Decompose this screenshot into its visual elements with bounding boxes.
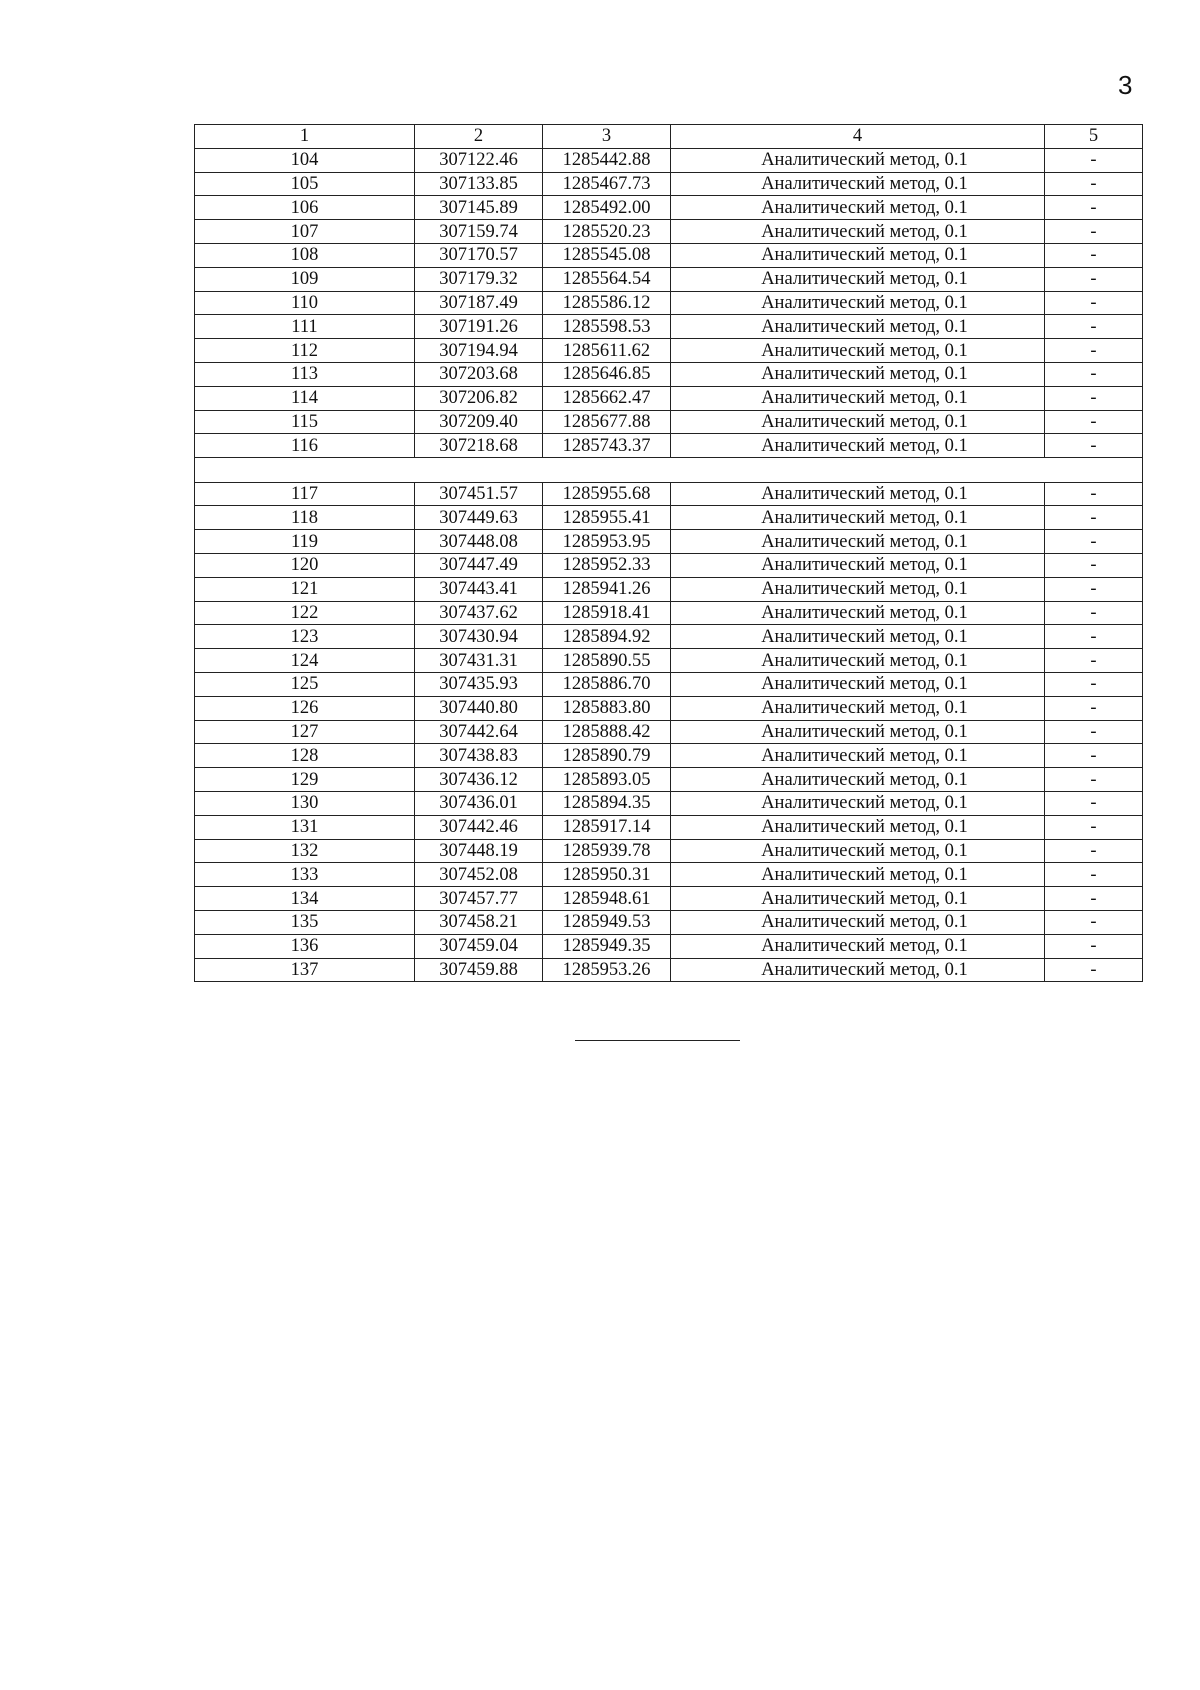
- note-cell: -: [1045, 315, 1143, 339]
- group-separator-row: [195, 458, 1143, 483]
- header-cell: 3: [543, 125, 671, 149]
- page-number: 3: [1118, 70, 1133, 100]
- method-cell: Аналитический метод, 0.1: [671, 911, 1045, 935]
- y-coordinate-cell: 1285662.47: [543, 386, 671, 410]
- table-row: [195, 506, 1143, 530]
- note-cell: -: [1045, 744, 1143, 768]
- table-row: [195, 243, 1143, 267]
- x-coordinate-cell: 307203.68: [415, 362, 543, 386]
- table-row: [195, 148, 1143, 172]
- method-cell: Аналитический метод, 0.1: [671, 863, 1045, 887]
- y-coordinate-cell: 1285890.79: [543, 744, 671, 768]
- note-cell: -: [1045, 243, 1143, 267]
- x-coordinate-cell: 307443.41: [415, 577, 543, 601]
- y-coordinate-cell: 1285520.23: [543, 220, 671, 244]
- method-cell: Аналитический метод, 0.1: [671, 220, 1045, 244]
- point-number-cell: 105: [195, 172, 415, 196]
- x-coordinate-cell: 307448.08: [415, 530, 543, 554]
- header-cell: 2: [415, 125, 543, 149]
- note-cell: -: [1045, 530, 1143, 554]
- table-row: [195, 911, 1143, 935]
- table-row: [195, 362, 1143, 386]
- x-coordinate-cell: 307187.49: [415, 291, 543, 315]
- table-header-row: [195, 125, 1143, 149]
- table-row: [195, 530, 1143, 554]
- note-cell: -: [1045, 839, 1143, 863]
- point-number-cell: 132: [195, 839, 415, 863]
- y-coordinate-cell: 1285545.08: [543, 243, 671, 267]
- y-coordinate-cell: 1285564.54: [543, 267, 671, 291]
- point-number-cell: 133: [195, 863, 415, 887]
- method-cell: Аналитический метод, 0.1: [671, 339, 1045, 363]
- note-cell: -: [1045, 386, 1143, 410]
- header-cell: 4: [671, 125, 1045, 149]
- note-cell: -: [1045, 863, 1143, 887]
- table-row: [195, 839, 1143, 863]
- x-coordinate-cell: 307170.57: [415, 243, 543, 267]
- header-cell: 1: [195, 125, 415, 149]
- coordinates-table: [194, 124, 1143, 982]
- method-cell: Аналитический метод, 0.1: [671, 482, 1045, 506]
- y-coordinate-cell: 1285442.88: [543, 148, 671, 172]
- method-cell: Аналитический метод, 0.1: [671, 196, 1045, 220]
- note-cell: -: [1045, 339, 1143, 363]
- table-row: [195, 673, 1143, 697]
- method-cell: Аналитический метод, 0.1: [671, 673, 1045, 697]
- group-separator-cell: [195, 458, 1143, 483]
- y-coordinate-cell: 1285646.85: [543, 362, 671, 386]
- note-cell: -: [1045, 506, 1143, 530]
- y-coordinate-cell: 1285743.37: [543, 434, 671, 458]
- table-row: [195, 792, 1143, 816]
- note-cell: -: [1045, 148, 1143, 172]
- x-coordinate-cell: 307431.31: [415, 649, 543, 673]
- table-row: [195, 577, 1143, 601]
- point-number-cell: 136: [195, 934, 415, 958]
- point-number-cell: 130: [195, 792, 415, 816]
- method-cell: Аналитический метод, 0.1: [671, 601, 1045, 625]
- point-number-cell: 122: [195, 601, 415, 625]
- y-coordinate-cell: 1285948.61: [543, 887, 671, 911]
- method-cell: Аналитический метод, 0.1: [671, 768, 1045, 792]
- method-cell: Аналитический метод, 0.1: [671, 815, 1045, 839]
- method-cell: Аналитический метод, 0.1: [671, 386, 1045, 410]
- table-row: [195, 934, 1143, 958]
- method-cell: Аналитический метод, 0.1: [671, 506, 1045, 530]
- y-coordinate-cell: 1285952.33: [543, 554, 671, 578]
- y-coordinate-cell: 1285953.95: [543, 530, 671, 554]
- x-coordinate-cell: 307451.57: [415, 482, 543, 506]
- point-number-cell: 108: [195, 243, 415, 267]
- point-number-cell: 115: [195, 410, 415, 434]
- table-row: [195, 386, 1143, 410]
- x-coordinate-cell: 307133.85: [415, 172, 543, 196]
- table-row: [195, 434, 1143, 458]
- y-coordinate-cell: 1285893.05: [543, 768, 671, 792]
- x-coordinate-cell: 307448.19: [415, 839, 543, 863]
- method-cell: Аналитический метод, 0.1: [671, 744, 1045, 768]
- method-cell: Аналитический метод, 0.1: [671, 243, 1045, 267]
- x-coordinate-cell: 307440.80: [415, 696, 543, 720]
- x-coordinate-cell: 307442.46: [415, 815, 543, 839]
- note-cell: -: [1045, 720, 1143, 744]
- note-cell: -: [1045, 911, 1143, 935]
- table-row: [195, 720, 1143, 744]
- note-cell: -: [1045, 291, 1143, 315]
- note-cell: -: [1045, 958, 1143, 982]
- x-coordinate-cell: 307447.49: [415, 554, 543, 578]
- table-row: [195, 339, 1143, 363]
- note-cell: -: [1045, 577, 1143, 601]
- note-cell: -: [1045, 887, 1143, 911]
- point-number-cell: 128: [195, 744, 415, 768]
- y-coordinate-cell: 1285955.41: [543, 506, 671, 530]
- y-coordinate-cell: 1285888.42: [543, 720, 671, 744]
- method-cell: Аналитический метод, 0.1: [671, 696, 1045, 720]
- table-row: [195, 554, 1143, 578]
- method-cell: Аналитический метод, 0.1: [671, 577, 1045, 601]
- note-cell: -: [1045, 815, 1143, 839]
- point-number-cell: 125: [195, 673, 415, 697]
- y-coordinate-cell: 1285955.68: [543, 482, 671, 506]
- x-coordinate-cell: 307459.88: [415, 958, 543, 982]
- point-number-cell: 110: [195, 291, 415, 315]
- y-coordinate-cell: 1285677.88: [543, 410, 671, 434]
- table-row: [195, 696, 1143, 720]
- note-cell: -: [1045, 934, 1143, 958]
- note-cell: -: [1045, 434, 1143, 458]
- x-coordinate-cell: 307459.04: [415, 934, 543, 958]
- method-cell: Аналитический метод, 0.1: [671, 554, 1045, 578]
- point-number-cell: 114: [195, 386, 415, 410]
- method-cell: Аналитический метод, 0.1: [671, 720, 1045, 744]
- table-row: [195, 887, 1143, 911]
- y-coordinate-cell: 1285467.73: [543, 172, 671, 196]
- note-cell: -: [1045, 482, 1143, 506]
- note-cell: -: [1045, 792, 1143, 816]
- closing-rule: [575, 1040, 740, 1041]
- note-cell: -: [1045, 267, 1143, 291]
- point-number-cell: 116: [195, 434, 415, 458]
- x-coordinate-cell: 307194.94: [415, 339, 543, 363]
- table-row: [195, 196, 1143, 220]
- table-row: [195, 958, 1143, 982]
- y-coordinate-cell: 1285598.53: [543, 315, 671, 339]
- method-cell: Аналитический метод, 0.1: [671, 362, 1045, 386]
- table-row: [195, 815, 1143, 839]
- note-cell: -: [1045, 625, 1143, 649]
- method-cell: Аналитический метод, 0.1: [671, 410, 1045, 434]
- method-cell: Аналитический метод, 0.1: [671, 172, 1045, 196]
- note-cell: -: [1045, 362, 1143, 386]
- x-coordinate-cell: 307218.68: [415, 434, 543, 458]
- x-coordinate-cell: 307442.64: [415, 720, 543, 744]
- y-coordinate-cell: 1285894.92: [543, 625, 671, 649]
- method-cell: Аналитический метод, 0.1: [671, 315, 1045, 339]
- y-coordinate-cell: 1285941.26: [543, 577, 671, 601]
- x-coordinate-cell: 307452.08: [415, 863, 543, 887]
- x-coordinate-cell: 307436.01: [415, 792, 543, 816]
- method-cell: Аналитический метод, 0.1: [671, 267, 1045, 291]
- x-coordinate-cell: 307449.63: [415, 506, 543, 530]
- y-coordinate-cell: 1285894.35: [543, 792, 671, 816]
- note-cell: -: [1045, 554, 1143, 578]
- y-coordinate-cell: 1285883.80: [543, 696, 671, 720]
- table-row: [195, 625, 1143, 649]
- point-number-cell: 126: [195, 696, 415, 720]
- method-cell: Аналитический метод, 0.1: [671, 934, 1045, 958]
- y-coordinate-cell: 1285586.12: [543, 291, 671, 315]
- point-number-cell: 120: [195, 554, 415, 578]
- x-coordinate-cell: 307437.62: [415, 601, 543, 625]
- header-cell: 5: [1045, 125, 1143, 149]
- y-coordinate-cell: 1285949.53: [543, 911, 671, 935]
- x-coordinate-cell: 307430.94: [415, 625, 543, 649]
- point-number-cell: 107: [195, 220, 415, 244]
- x-coordinate-cell: 307435.93: [415, 673, 543, 697]
- method-cell: Аналитический метод, 0.1: [671, 958, 1045, 982]
- x-coordinate-cell: 307145.89: [415, 196, 543, 220]
- point-number-cell: 137: [195, 958, 415, 982]
- x-coordinate-cell: 307438.83: [415, 744, 543, 768]
- x-coordinate-cell: 307159.74: [415, 220, 543, 244]
- point-number-cell: 106: [195, 196, 415, 220]
- table-row: [195, 410, 1143, 434]
- table-row: [195, 649, 1143, 673]
- x-coordinate-cell: 307122.46: [415, 148, 543, 172]
- y-coordinate-cell: 1285492.00: [543, 196, 671, 220]
- y-coordinate-cell: 1285950.31: [543, 863, 671, 887]
- method-cell: Аналитический метод, 0.1: [671, 434, 1045, 458]
- x-coordinate-cell: 307458.21: [415, 911, 543, 935]
- x-coordinate-cell: 307206.82: [415, 386, 543, 410]
- y-coordinate-cell: 1285939.78: [543, 839, 671, 863]
- table-row: [195, 315, 1143, 339]
- method-cell: Аналитический метод, 0.1: [671, 530, 1045, 554]
- note-cell: -: [1045, 601, 1143, 625]
- method-cell: Аналитический метод, 0.1: [671, 839, 1045, 863]
- point-number-cell: 112: [195, 339, 415, 363]
- point-number-cell: 118: [195, 506, 415, 530]
- x-coordinate-cell: 307457.77: [415, 887, 543, 911]
- note-cell: -: [1045, 768, 1143, 792]
- point-number-cell: 109: [195, 267, 415, 291]
- point-number-cell: 123: [195, 625, 415, 649]
- x-coordinate-cell: 307191.26: [415, 315, 543, 339]
- table-row: [195, 863, 1143, 887]
- point-number-cell: 111: [195, 315, 415, 339]
- method-cell: Аналитический метод, 0.1: [671, 792, 1045, 816]
- point-number-cell: 121: [195, 577, 415, 601]
- y-coordinate-cell: 1285949.35: [543, 934, 671, 958]
- point-number-cell: 113: [195, 362, 415, 386]
- note-cell: -: [1045, 649, 1143, 673]
- point-number-cell: 119: [195, 530, 415, 554]
- x-coordinate-cell: 307209.40: [415, 410, 543, 434]
- table-row: [195, 267, 1143, 291]
- table-body: [195, 125, 1143, 982]
- x-coordinate-cell: 307436.12: [415, 768, 543, 792]
- table-row: [195, 291, 1143, 315]
- note-cell: -: [1045, 696, 1143, 720]
- table-row: [195, 220, 1143, 244]
- method-cell: Аналитический метод, 0.1: [671, 291, 1045, 315]
- method-cell: Аналитический метод, 0.1: [671, 625, 1045, 649]
- point-number-cell: 129: [195, 768, 415, 792]
- note-cell: -: [1045, 673, 1143, 697]
- point-number-cell: 117: [195, 482, 415, 506]
- note-cell: -: [1045, 172, 1143, 196]
- note-cell: -: [1045, 410, 1143, 434]
- table-row: [195, 482, 1143, 506]
- method-cell: Аналитический метод, 0.1: [671, 649, 1045, 673]
- note-cell: -: [1045, 196, 1143, 220]
- table-row: [195, 601, 1143, 625]
- y-coordinate-cell: 1285953.26: [543, 958, 671, 982]
- y-coordinate-cell: 1285917.14: [543, 815, 671, 839]
- method-cell: Аналитический метод, 0.1: [671, 887, 1045, 911]
- x-coordinate-cell: 307179.32: [415, 267, 543, 291]
- point-number-cell: 131: [195, 815, 415, 839]
- y-coordinate-cell: 1285918.41: [543, 601, 671, 625]
- point-number-cell: 104: [195, 148, 415, 172]
- method-cell: Аналитический метод, 0.1: [671, 148, 1045, 172]
- y-coordinate-cell: 1285890.55: [543, 649, 671, 673]
- point-number-cell: 134: [195, 887, 415, 911]
- note-cell: -: [1045, 220, 1143, 244]
- y-coordinate-cell: 1285886.70: [543, 673, 671, 697]
- table-row: [195, 768, 1143, 792]
- table-row: [195, 172, 1143, 196]
- table-row: [195, 744, 1143, 768]
- point-number-cell: 135: [195, 911, 415, 935]
- y-coordinate-cell: 1285611.62: [543, 339, 671, 363]
- point-number-cell: 127: [195, 720, 415, 744]
- point-number-cell: 124: [195, 649, 415, 673]
